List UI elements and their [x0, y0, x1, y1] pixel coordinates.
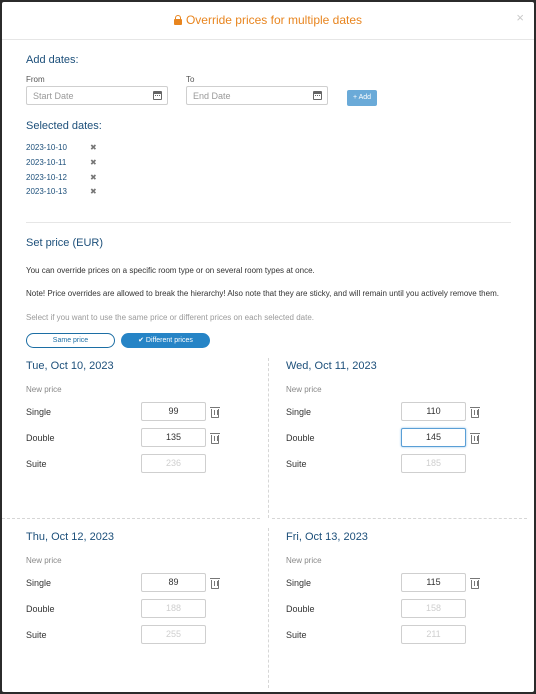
- price-input-suite[interactable]: 255: [141, 625, 206, 644]
- selected-date-item: 2023-10-12: [26, 173, 67, 182]
- modal-title-text: Override prices for multiple dates: [185, 13, 363, 27]
- modal-title: [174, 13, 362, 27]
- trash-icon[interactable]: [211, 580, 219, 589]
- room-label-double: Double: [26, 604, 55, 614]
- room-label-double: Double: [26, 433, 55, 443]
- add-dates-title: Add dates:: [26, 54, 79, 66]
- to-label: To: [186, 75, 195, 84]
- close-icon[interactable]: ×: [516, 10, 524, 25]
- grid-divider: [268, 528, 269, 688]
- selected-date-item: 2023-10-13: [26, 187, 67, 196]
- same-price-button[interactable]: Same price: [26, 333, 115, 348]
- lock-icon: [174, 15, 182, 25]
- from-label: From: [26, 75, 45, 84]
- grid-divider: [2, 518, 260, 519]
- day-title: Tue, Oct 10, 2023: [26, 360, 114, 372]
- room-label-suite: Suite: [286, 459, 307, 469]
- price-input-double[interactable]: 158: [401, 599, 466, 618]
- grid-divider: [272, 518, 527, 519]
- price-input-double[interactable]: 135: [141, 428, 206, 447]
- selected-dates-title: Selected dates:: [26, 120, 102, 132]
- new-price-label: New price: [286, 385, 322, 394]
- new-price-label: New price: [26, 556, 62, 565]
- remove-date-icon[interactable]: ✖: [90, 158, 97, 167]
- override-info-text: You can override prices on a specific room type or on several room types at once.: [26, 266, 315, 275]
- room-label-single: Single: [26, 407, 52, 417]
- day-title: Thu, Oct 12, 2023: [26, 531, 115, 543]
- room-label-suite: Suite: [286, 630, 307, 640]
- price-input-single[interactable]: 99: [141, 402, 206, 421]
- price-input-single[interactable]: 115: [401, 573, 466, 592]
- trash-icon[interactable]: [471, 435, 479, 444]
- room-label-double: Double: [286, 433, 315, 443]
- add-date-button[interactable]: + Add: [347, 90, 377, 106]
- room-label-single: Single: [26, 578, 52, 588]
- day-panel-oct-10: [26, 360, 266, 510]
- trash-icon[interactable]: [211, 409, 219, 418]
- end-date-input[interactable]: [186, 86, 328, 105]
- price-input-suite[interactable]: 236: [141, 454, 206, 473]
- room-label-double: Double: [286, 604, 315, 614]
- modal-header: [2, 2, 534, 40]
- price-input-single[interactable]: 110: [401, 402, 466, 421]
- price-mode-hint: Select if you want to use the same price or different prices on each selected date.: [26, 313, 315, 322]
- price-input-double[interactable]: 188: [141, 599, 206, 618]
- day-panel-oct-12: [26, 531, 266, 681]
- price-input-suite[interactable]: 211: [401, 625, 466, 644]
- different-prices-button[interactable]: ✔ Different prices: [121, 333, 210, 348]
- override-prices-modal: [2, 2, 534, 692]
- price-input-suite[interactable]: 185: [401, 454, 466, 473]
- start-date-placeholder: Start Date: [33, 91, 74, 101]
- room-label-single: Single: [286, 407, 312, 417]
- grid-divider: [268, 358, 269, 518]
- remove-date-icon[interactable]: ✖: [90, 143, 97, 152]
- new-price-label: New price: [286, 556, 322, 565]
- end-date-placeholder: End Date: [193, 91, 231, 101]
- selected-date-item: 2023-10-10: [26, 143, 67, 152]
- selected-date-item: 2023-10-11: [26, 158, 67, 167]
- room-label-suite: Suite: [26, 630, 47, 640]
- section-divider: [26, 222, 511, 223]
- price-input-single[interactable]: 89: [141, 573, 206, 592]
- trash-icon[interactable]: [471, 409, 479, 418]
- remove-date-icon[interactable]: ✖: [90, 173, 97, 182]
- day-panel-oct-13: [286, 531, 526, 681]
- start-date-input[interactable]: [26, 86, 168, 105]
- calendar-icon[interactable]: [153, 91, 162, 100]
- new-price-label: New price: [26, 385, 62, 394]
- day-title: Fri, Oct 13, 2023: [286, 531, 368, 543]
- trash-icon[interactable]: [471, 580, 479, 589]
- day-title: Wed, Oct 11, 2023: [286, 360, 377, 372]
- calendar-icon[interactable]: [313, 91, 322, 100]
- room-label-single: Single: [286, 578, 312, 588]
- price-input-double[interactable]: 145: [401, 428, 466, 447]
- trash-icon[interactable]: [211, 435, 219, 444]
- set-price-title: Set price (EUR): [26, 237, 104, 249]
- remove-date-icon[interactable]: ✖: [90, 187, 97, 196]
- day-panel-oct-11: [286, 360, 526, 510]
- room-label-suite: Suite: [26, 459, 47, 469]
- override-note-text: Note! Price overrides are allowed to break the hierarchy! Also note that they are sticky, and will remain until you actively remove them.: [26, 289, 499, 298]
